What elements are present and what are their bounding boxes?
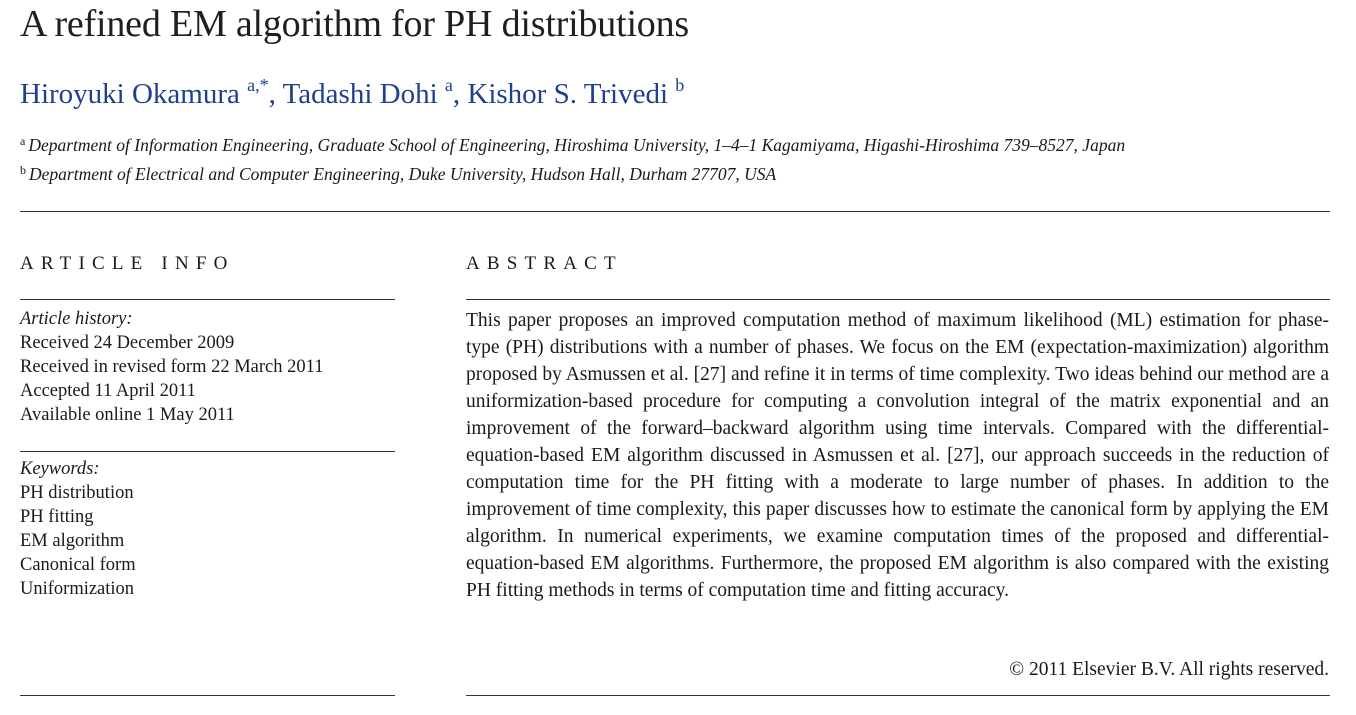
article-history [20, 307, 323, 427]
header-divider [20, 211, 1330, 212]
history-entry: Accepted 11 April 2011 [20, 381, 196, 401]
keyword-item: PH distribution [20, 483, 134, 503]
author-list [20, 75, 685, 111]
history-entry: Received 24 December 2009 [20, 333, 235, 353]
author-name[interactable]: Tadashi Dohi [282, 78, 438, 110]
author-affiliation-marker[interactable]: a [444, 75, 453, 95]
article-info-heading: ARTICLE INFO [20, 253, 235, 274]
article-history-label: Article history: [20, 309, 133, 329]
copyright-notice: © 2011 Elsevier B.V. All rights reserved. [1009, 659, 1329, 680]
affiliation-text: Department of Information Engineering, Graduate School of Engineering, Hiroshima University, 1–4–1 Kagamiyama, Higashi-Hiroshima 739–8527, Japan [28, 135, 1126, 155]
affiliation-text: Department of Electrical and Computer Engineering, Duke University, Hudson Hall, Durham 27707, USA [29, 164, 777, 184]
author-name[interactable]: Hiroyuki Okamura [20, 78, 240, 110]
author-separator: , [268, 78, 283, 110]
affiliation-item [20, 160, 1125, 189]
affiliation-list [20, 131, 1125, 189]
article-info-divider [20, 299, 395, 300]
affiliation-marker: a [20, 134, 26, 148]
keyword-item: PH fitting [20, 507, 94, 527]
author-affiliation-marker: b [675, 75, 685, 95]
affiliation-marker: b [20, 163, 26, 177]
keyword-item: Uniformization [20, 579, 135, 599]
author-separator: , [452, 78, 468, 110]
abstract-body: This paper proposes an improved computation method of maximum likelihood (ML) estimation for phase-type (PH) distributions with a number of phases. We focus on the EM (expectation-maximization) algorithm proposed by Asmussen et al. [27] and refine it in terms of time complexity. Two ideas behind our method are a uniformization-based procedure for computing a convolution integral of the matrix exponential and an improvement of the forward–backward algorithm using time intervals. Compared with the differential-equation-based EM algorithm discussed in Asmussen et al. [27], our approach succeeds in the reduction of computation time for the PH fitting with a moderate to large number of phases. In addition to the improvement of time complexity, this paper discusses how to estimate the canonical form by applying the EM algorithm. In numerical experiments, we examine computation times of the proposed and differential-equation-based EM algorithms. Furthermore, the proposed EM algorithm is also compared with the existing PH fitting methods in terms of computation time and fitting accuracy. [466, 310, 1329, 601]
keywords [20, 457, 136, 601]
history-entry: Received in revised form 22 March 2011 [20, 357, 324, 377]
keywords-label: Keywords: [20, 459, 100, 479]
abstract-divider [466, 299, 1330, 300]
article-info-bottom-divider [20, 695, 395, 696]
history-divider [20, 451, 395, 452]
abstract-bottom-divider [466, 695, 1330, 696]
abstract-heading: ABSTRACT [466, 253, 623, 274]
history-entry: Available online 1 May 2011 [20, 405, 235, 425]
author-affiliation-marker[interactable]: a,* [247, 75, 269, 95]
keyword-item: Canonical form [20, 555, 136, 575]
paper-title: A refined EM algorithm for PH distributions [20, 3, 689, 45]
keyword-item: EM algorithm [20, 531, 125, 551]
affiliation-item [20, 131, 1125, 160]
author-name[interactable]: Kishor S. Trivedi [467, 78, 669, 110]
